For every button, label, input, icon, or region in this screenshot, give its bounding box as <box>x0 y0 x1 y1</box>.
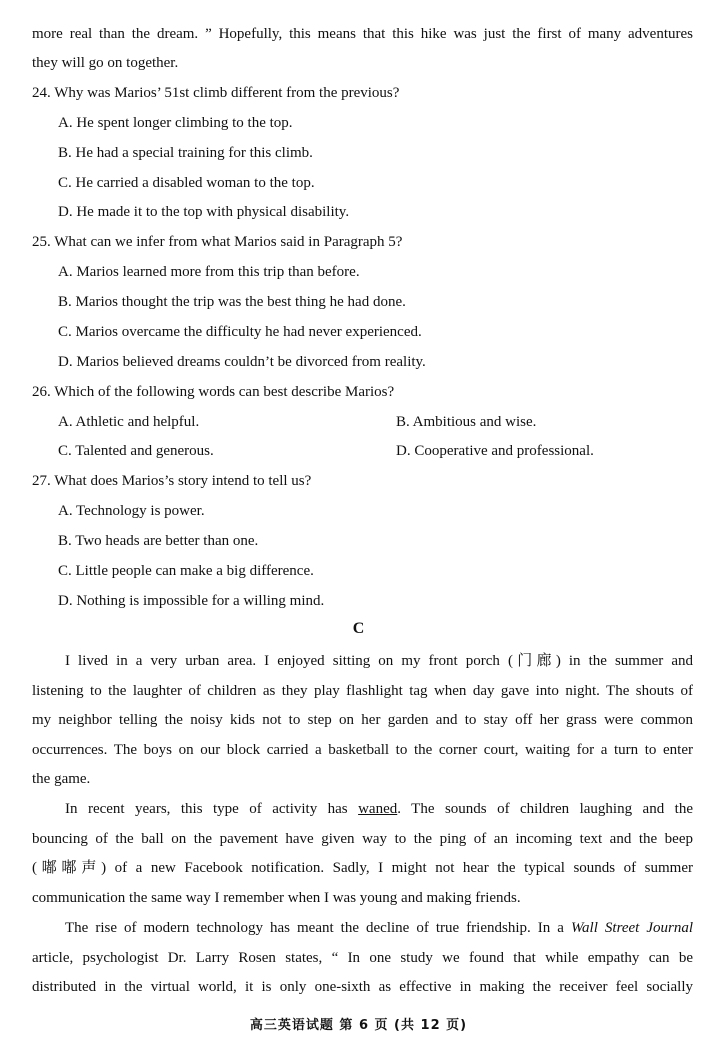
passage-line: they will go on together. <box>32 55 179 71</box>
question-27-option-a: A. Technology is power. <box>58 503 205 519</box>
paragraph-line: article, psychologist Dr. Larry Rosen states, “ In one study we found that while empathy can be <box>32 950 693 966</box>
question-24-option-c: C. He carried a disabled woman to the top. <box>58 175 315 191</box>
passage-line: more real than the dream. ” Hopefully, this means that this hike was just the first of many adventures <box>32 26 693 42</box>
paragraph-line: the game. <box>32 771 91 787</box>
paragraph-line: listening to the laughter of children as they play flashlight tag when day gave into night. The shouts of <box>32 683 693 699</box>
question-24-option-d: D. He made it to the top with physical disability. <box>58 204 350 220</box>
section-heading: C <box>352 620 365 637</box>
question-25-option-c: C. Marios overcame the difficulty he had never experienced. <box>58 324 422 340</box>
paragraph-line <box>65 918 693 938</box>
question-26-option-b: B. Ambitious and wise. <box>396 414 537 430</box>
text-run: The rise of modern technology has meant the decline of true friendship. In a <box>65 920 571 936</box>
text-run: In recent years, this type of activity has <box>65 801 359 817</box>
paragraph-line: occurrences. The boys on our block carried a basketball to the corner court, waiting for a turn to enter <box>32 742 693 758</box>
question-25-stem: 25. What can we infer from what Marios said in Paragraph 5? <box>32 234 403 250</box>
text-run: . The sounds of children laughing and the <box>397 801 693 817</box>
paragraph-line: communication the same way I remember when I was young and making friends. <box>32 890 521 906</box>
question-24-option-a: A. He spent longer climbing to the top. <box>58 115 293 131</box>
paragraph-line: distributed in the virtual world, it is only one-sixth as effective in making the receiver feel socially <box>32 979 693 995</box>
question-27-option-d: D. Nothing is impossible for a willing mind. <box>58 593 325 609</box>
page-footer: 高三英语试题 第 6 页 (共 12 页) <box>249 1018 468 1033</box>
paragraph-line: bouncing of the ball on the pavement have given way to the ping of an incoming text and the beep <box>32 831 693 847</box>
question-25-option-a: A. Marios learned more from this trip than before. <box>58 264 360 280</box>
paragraph-line: my neighbor telling the noisy kids not to step on her garden and to stay off her grass were common <box>32 712 693 728</box>
italic-title: Wall Street Journal <box>570 920 694 936</box>
paragraph-line <box>65 799 693 819</box>
paragraph-line: (嘟嘟声) of a new Facebook notification. Sadly, I might not hear the typical sounds of summer <box>32 860 693 876</box>
question-27-option-b: B. Two heads are better than one. <box>58 533 259 549</box>
underlined-word: waned <box>358 801 398 817</box>
question-27-stem: 27. What does Marios’s story intend to tell us? <box>32 473 312 489</box>
question-24-option-b: B. He had a special training for this climb. <box>58 145 313 161</box>
question-25-option-d: D. Marios believed dreams couldn’t be divorced from reality. <box>58 354 426 370</box>
question-26-option-d: D. Cooperative and professional. <box>396 443 594 459</box>
question-26-option-a: A. Athletic and helpful. <box>58 414 200 430</box>
question-27-option-c: C. Little people can make a big difference. <box>58 563 314 579</box>
question-26-stem: 26. Which of the following words can best describe Marios? <box>32 384 395 400</box>
question-26-option-c: C. Talented and generous. <box>58 443 214 459</box>
question-25-option-b: B. Marios thought the trip was the best thing he had done. <box>58 294 406 310</box>
question-24-stem: 24. Why was Marios’ 51st climb different from the previous? <box>32 85 400 101</box>
paragraph-line: I lived in a very urban area. I enjoyed sitting on my front porch (门廊) in the summer and <box>65 653 693 669</box>
